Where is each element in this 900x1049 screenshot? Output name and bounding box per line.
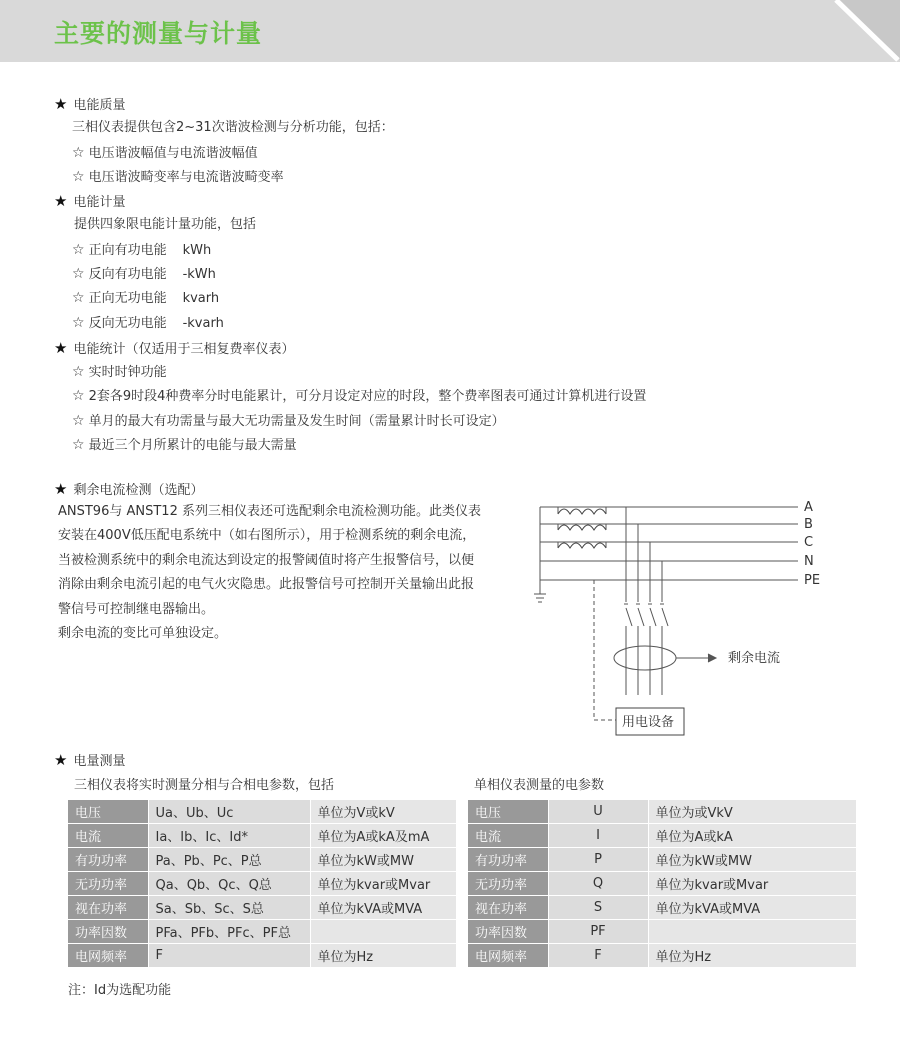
symbol-cell: Qa、Qb、Qc、Q总: [148, 872, 310, 896]
param-name-cell: 电压: [68, 800, 148, 824]
footnote: 注：Id为选配功能: [68, 983, 172, 998]
param-name-cell: 电流: [468, 824, 548, 848]
list-item: ☆ 2套各9时段4种费率分时电能累计，可分月设定对应的时段，整个费率图表可通过计算机进行设置: [72, 388, 647, 404]
table-row: [68, 800, 456, 824]
black-star-icon: ★: [54, 751, 68, 769]
table-row: [468, 848, 856, 872]
switch-contacts: [624, 604, 668, 695]
unit-cell: 单位为Hz: [310, 944, 456, 968]
unit-cell: [310, 920, 456, 944]
list-item: ☆ 反向有功电能 -kWh: [72, 266, 216, 282]
residual-current-label: 剩余电流: [728, 651, 781, 666]
param-name-cell: 无功功率: [68, 872, 148, 896]
black-star-icon: ★: [54, 95, 68, 113]
three-phase-table: [68, 800, 456, 968]
symbol-cell: I: [548, 824, 648, 848]
section-heading-power-quality: ★ 电能质量: [54, 95, 126, 113]
list-item: ☆ 实时时钟功能: [72, 364, 167, 380]
outline-star-icon: ☆: [72, 266, 85, 282]
black-star-icon: ★: [54, 339, 68, 357]
outline-star-icon: ☆: [72, 413, 85, 429]
unit-cell: 单位为或VkV: [648, 800, 856, 824]
section-heading-energy: ★ 电能计量: [54, 192, 126, 210]
param-name-cell: 视在功率: [468, 896, 548, 920]
section-heading-measurement: ★ 电量测量: [54, 751, 126, 769]
outline-star-icon: ☆: [72, 145, 85, 161]
list-item: ☆ 正向有功电能 kWh: [72, 242, 212, 258]
unit-cell: 单位为kW或MW: [310, 848, 456, 872]
section-heading-residual: ★ 剩余电流检测（选配）: [54, 480, 204, 498]
unit-cell: 单位为kW或MW: [648, 848, 856, 872]
table-row: [468, 944, 856, 968]
table-row: [468, 824, 856, 848]
unit-cell: 单位为V或kV: [310, 800, 456, 824]
list-item: ☆ 正向无功电能 kvarh: [72, 290, 220, 306]
list-item: ☆ 反向无功电能 -kvarh: [72, 315, 224, 331]
outline-star-icon: ☆: [72, 315, 85, 331]
unit-cell: 单位为A或kA: [648, 824, 856, 848]
symbol-cell: Ia、Ib、Ic、Id*: [148, 824, 310, 848]
device-label: 用电设备: [622, 715, 675, 730]
symbol-cell: U: [548, 800, 648, 824]
line-label-n: N: [804, 554, 814, 569]
outline-star-icon: ☆: [72, 437, 85, 453]
outline-star-icon: ☆: [72, 242, 85, 258]
symbol-cell: F: [548, 944, 648, 968]
unit-cell: 单位为kvar或Mvar: [648, 872, 856, 896]
symbol-cell: S: [548, 896, 648, 920]
table-row: [68, 944, 456, 968]
param-name-cell: 无功功率: [468, 872, 548, 896]
unit-cell: 单位为Hz: [648, 944, 856, 968]
symbol-cell: P: [548, 848, 648, 872]
unit-cell: 单位为kVA或MVA: [310, 896, 456, 920]
page-title: 主要的测量与计量: [54, 19, 263, 48]
line-label-pe: PE: [804, 573, 821, 588]
table-row: [468, 920, 856, 944]
table-row: [68, 848, 456, 872]
black-star-icon: ★: [54, 192, 68, 210]
black-star-icon: ★: [54, 480, 68, 498]
table-row: [468, 800, 856, 824]
coil-a: [558, 509, 606, 514]
param-name-cell: 视在功率: [68, 896, 148, 920]
outline-star-icon: ☆: [72, 290, 85, 306]
symbol-cell: PFa、PFb、PFc、PF总: [148, 920, 310, 944]
energy-desc: 提供四象限电能计量功能，包括: [74, 217, 257, 232]
line-label-c: C: [804, 535, 814, 550]
unit-cell: 单位为kvar或Mvar: [310, 872, 456, 896]
symbol-cell: Sa、Sb、Sc、S总: [148, 896, 310, 920]
table-row: [468, 872, 856, 896]
symbol-cell: F: [148, 944, 310, 968]
symbol-cell: Pa、Pb、Pc、P总: [148, 848, 310, 872]
table-row: [468, 896, 856, 920]
param-name-cell: 功率因数: [68, 920, 148, 944]
param-name-cell: 有功功率: [468, 848, 548, 872]
line-label-b: B: [804, 517, 813, 532]
param-name-cell: 电压: [468, 800, 548, 824]
list-item: ☆ 最近三个月所累计的电能与最大需量: [72, 437, 297, 453]
table-row: [68, 920, 456, 944]
symbol-cell: Q: [548, 872, 648, 896]
param-name-cell: 电网频率: [468, 944, 548, 968]
coil-b: [558, 525, 606, 530]
power-quality-desc: 三相仪表提供包含2~31次谐波检测与分析功能，包括：: [72, 120, 394, 135]
symbol-cell: PF: [548, 920, 648, 944]
residual-paragraph: ANST96与 ANST12 系列三相仪表还可选配剩余电流检测功能。此类仪表 安装在400V低压配电系统中（如右图所示），用于检测系统的剩余电流， 当被检测系统中的剩余电流达到设定的报警阈值时将产生报警信号，以便 消除由剩余电流引起的电气火灾隐患。此报警信号可控制开关量输出此报 警信号可控制继电器输出。 剩余电流的变比可单独设定。: [58, 504, 481, 642]
outline-star-icon: ☆: [72, 388, 85, 404]
header-banner: [0, 0, 900, 62]
table-row: [68, 896, 456, 920]
ct-ring: [614, 646, 676, 670]
three-phase-caption: 三相仪表将实时测量分相与合相电参数，包括: [74, 778, 335, 793]
table-row: [68, 872, 456, 896]
list-item: ☆ 电压谐波幅值与电流谐波幅值: [72, 145, 258, 161]
line-label-a: A: [804, 500, 813, 515]
single-phase-caption: 单相仪表测量的电参数: [474, 778, 605, 793]
list-item: ☆ 电压谐波畸变率与电流谐波畸变率: [72, 169, 284, 185]
outline-star-icon: ☆: [72, 169, 85, 185]
section-heading-stats: ★ 电能统计（仅适用于三相复费率仪表）: [54, 339, 295, 357]
param-name-cell: 电网频率: [68, 944, 148, 968]
residual-current-diagram: [528, 490, 828, 750]
list-item: ☆ 单月的最大有功需量与最大无功需量及发生时间（需量累计时长可设定）: [72, 413, 505, 429]
unit-cell: [648, 920, 856, 944]
param-name-cell: 功率因数: [468, 920, 548, 944]
table-row: [68, 824, 456, 848]
unit-cell: 单位为A或kA及mA: [310, 824, 456, 848]
coil-c: [558, 543, 606, 548]
symbol-cell: Ua、Ub、Uc: [148, 800, 310, 824]
outline-star-icon: ☆: [72, 364, 85, 380]
single-phase-table: [468, 800, 856, 968]
param-name-cell: 电流: [68, 824, 148, 848]
param-name-cell: 有功功率: [68, 848, 148, 872]
unit-cell: 单位为kVA或MVA: [648, 896, 856, 920]
